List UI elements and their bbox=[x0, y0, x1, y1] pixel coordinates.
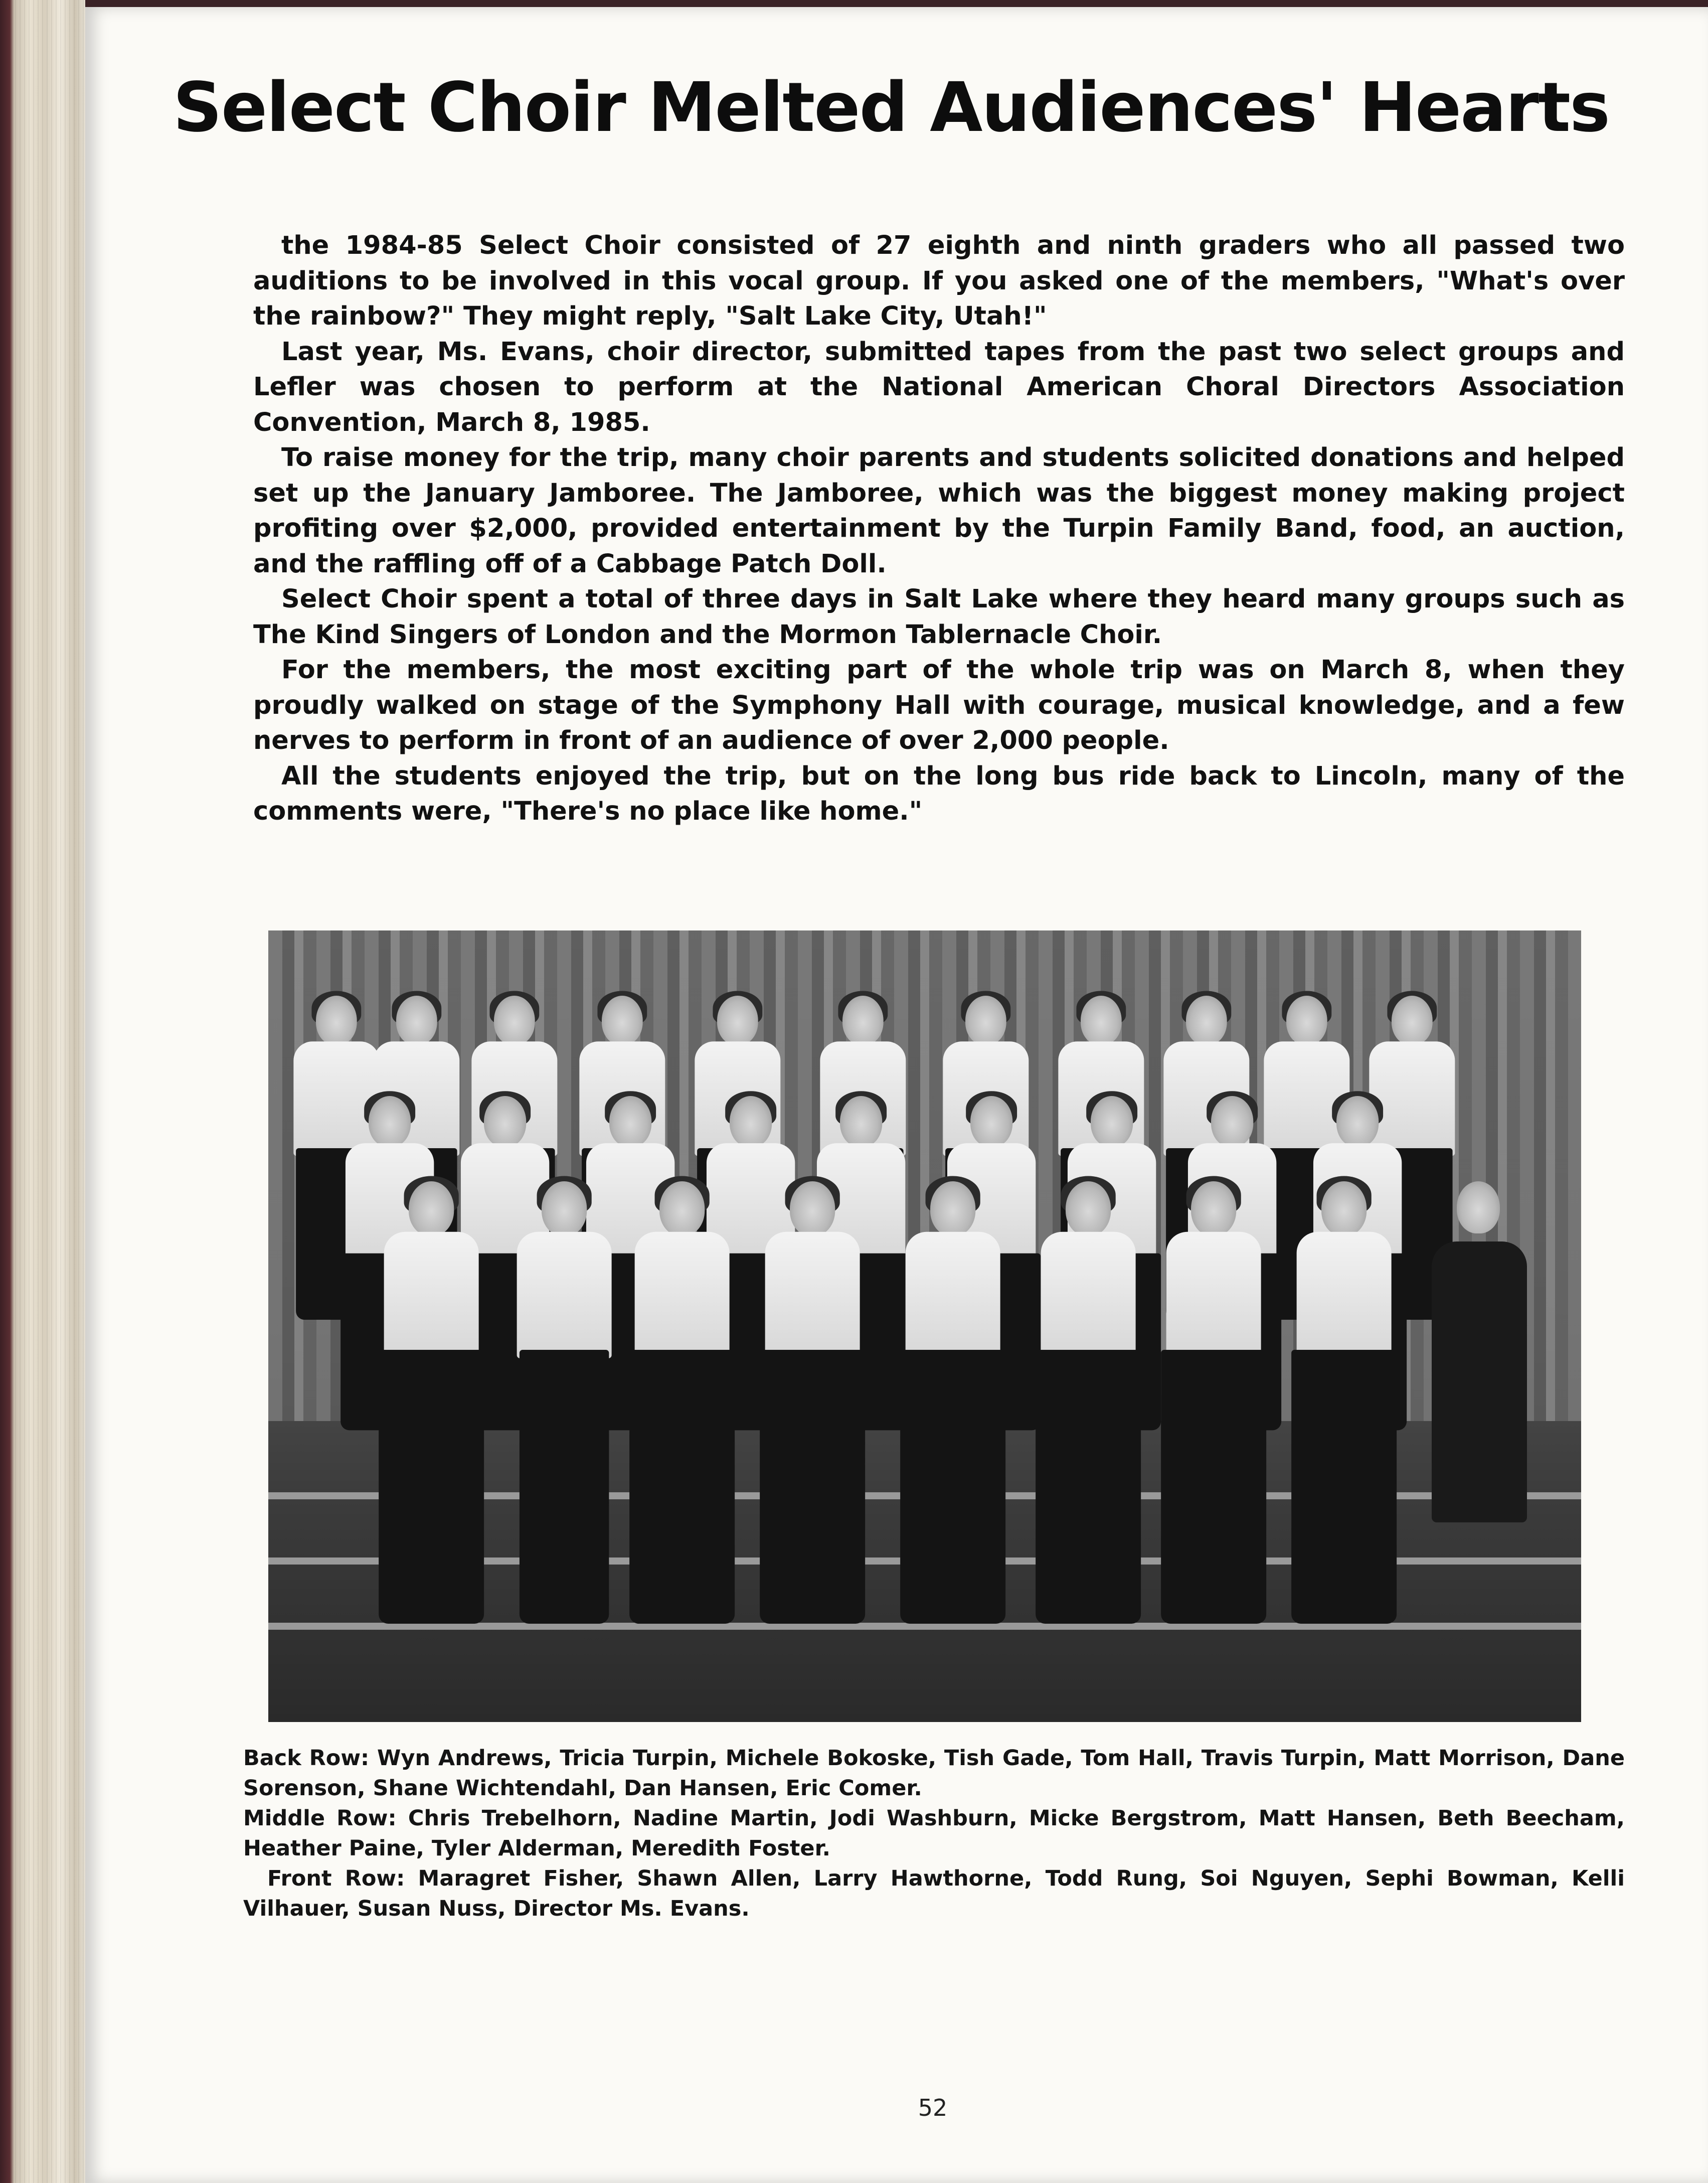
article-paragraph: the 1984-85 Select Choir consisted of 27 eighth and ninth graders who all passed two auditions to be involved in this vocal group. If you asked one of the members, "What's over the rainbow?" They might reply, "Salt Lake City, Utah!" bbox=[253, 231, 1625, 331]
page-title: Select Choir Melted Audiences' Hearts bbox=[173, 68, 1610, 147]
photo-caption bbox=[243, 1743, 1625, 1924]
choir-group-photo bbox=[268, 930, 1581, 1722]
caption-front-row: Front Row: Maragret Fisher, Shawn Allen, Larry Hawthorne, Todd Rung, Soi Nguyen, Sephi Bowman, Kelli Vilhauer, Susan Nuss, Director Ms. Evans. bbox=[243, 1866, 1625, 1921]
article-body bbox=[253, 228, 1625, 830]
article-paragraph: For the members, the most exciting part of the whole trip was on March 8, when they proudly walked on stage of the Symphony Hall with courage, musical knowledge, and a few nerves to perform in front of an audience of over 2,000 people. bbox=[253, 655, 1625, 755]
riser-step bbox=[268, 1623, 1581, 1630]
caption-back-row: Back Row: Wyn Andrews, Tricia Turpin, Michele Bokoske, Tish Gade, Tom Hall, Travis Turpin, Matt Morrison, Dane Sorenson, Shane Wichtendahl, Dan Hansen, Eric Comer. bbox=[243, 1746, 1625, 1801]
article-paragraph: Last year, Ms. Evans, choir director, submitted tapes from the past two select groups and Lefler was chosen to perform at the National American Choral Directors Association Convention, March 8, 1985. bbox=[253, 337, 1625, 437]
book-top-edge bbox=[0, 0, 1708, 7]
page-number: 52 bbox=[918, 2094, 948, 2121]
article-paragraph: Select Choir spent a total of three days in Salt Lake where they heard many groups such as The Kind Singers of London and the Mormon Tablernacle Choir. bbox=[253, 584, 1625, 650]
page-edges bbox=[15, 0, 85, 2183]
article-paragraph: All the students enjoyed the trip, but on the long bus ride back to Lincoln, many of the comments were, "There's no place like home." bbox=[253, 761, 1625, 826]
director-figure bbox=[1432, 1241, 1527, 1522]
article-paragraph: To raise money for the trip, many choir parents and students solicited donations and helped set up the January Jamboree. The Jamboree, which was the biggest money making project profiting over $2,000, provided entertainment by the Turpin Family Band, food, an auction, and the raffling off of a Cabbage Patch Doll. bbox=[253, 443, 1625, 579]
caption-middle-row: Middle Row: Chris Trebelhorn, Nadine Martin, Jodi Washburn, Micke Bergstrom, Matt Hansen, Beth Beecham, Heather Paine, Tyler Alderman, Meredith Foster. bbox=[243, 1806, 1625, 1861]
book-binding bbox=[0, 0, 85, 2183]
